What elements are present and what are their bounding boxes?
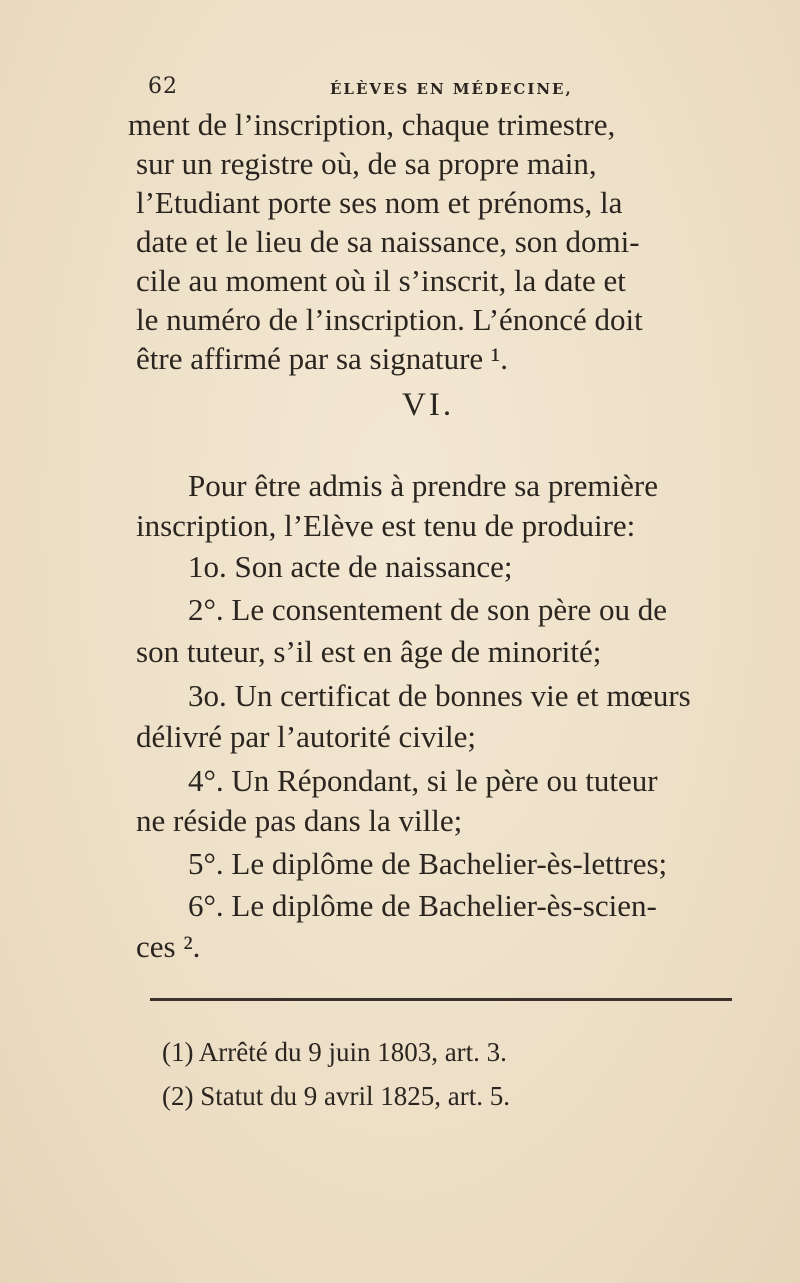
text-line: ment de l’inscription, chaque trimestre,	[128, 107, 616, 142]
running-head: ÉLÈVES EN MÉDECINE,	[330, 80, 573, 98]
text-line: Pour être admis à prendre sa première	[188, 468, 658, 503]
footnote: (2) Statut du 9 avril 1825, art. 5.	[162, 1081, 510, 1111]
text-line: ces ².	[136, 929, 201, 964]
footnote-rule	[150, 998, 732, 1001]
list-item: 1o. Son acte de naissance;	[188, 549, 513, 584]
text-line: date et le lieu de sa naissance, son domi-	[136, 224, 640, 259]
list-item: 6°. Le diplôme de Bachelier-ès-scien-	[188, 888, 657, 923]
text-line: l’Etudiant porte ses nom et prénoms, la	[136, 185, 623, 220]
text-line: ne réside pas dans la ville;	[136, 803, 463, 838]
text-line: sur un registre où, de sa propre main,	[136, 146, 597, 181]
text-line: le numéro de l’inscription. L’énoncé doit	[136, 302, 643, 337]
list-item: 4°. Un Répondant, si le père ou tuteur	[188, 763, 658, 798]
text-line: cile au moment où il s’inscrit, la date et	[136, 263, 626, 298]
text-line: être affirmé par sa signature ¹.	[136, 341, 508, 376]
section-number: VI.	[402, 387, 455, 423]
list-item: 2°. Le consentement de son père ou de	[188, 592, 667, 627]
list-item: 5°. Le diplôme de Bachelier-ès-lettres;	[188, 846, 668, 881]
list-item: 3o. Un certificat de bonnes vie et mœurs	[188, 678, 691, 713]
text-line: délivré par l’autorité civile;	[136, 719, 476, 754]
page-number: 62	[148, 74, 178, 99]
text-line: inscription, l’Elève est tenu de produire:	[136, 508, 636, 543]
page-header	[0, 74, 800, 104]
text-line: son tuteur, s’il est en âge de minorité;	[136, 634, 602, 669]
footnote: (1) Arrêté du 9 juin 1803, art. 3.	[162, 1037, 507, 1067]
